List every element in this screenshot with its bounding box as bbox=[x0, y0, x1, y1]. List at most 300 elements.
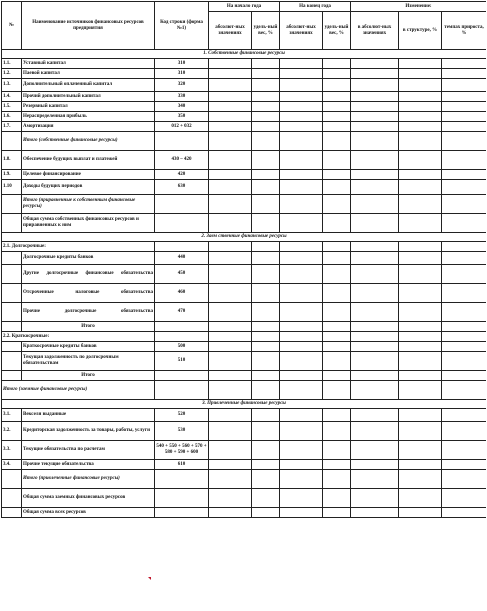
value-cell bbox=[399, 508, 442, 518]
row-code bbox=[155, 508, 209, 518]
row-number: 3.3. bbox=[2, 441, 22, 460]
value-cell bbox=[209, 284, 252, 303]
value-cell bbox=[323, 195, 351, 214]
row-code bbox=[155, 489, 209, 508]
value-cell bbox=[351, 242, 399, 252]
value-cell bbox=[209, 441, 252, 460]
row-code: 420 bbox=[155, 170, 209, 180]
value-cell bbox=[399, 195, 442, 214]
row-code: 610 bbox=[155, 460, 209, 470]
total-label: Итого bbox=[22, 322, 155, 332]
value-cell bbox=[280, 460, 323, 470]
table-row bbox=[2, 460, 487, 470]
header-sub: в абсолют-ных значениях bbox=[351, 12, 399, 50]
row-number bbox=[2, 265, 22, 284]
value-cell bbox=[399, 470, 442, 489]
row-label: Резервный капитал bbox=[22, 102, 155, 112]
row-code: 430 – 420 bbox=[155, 151, 209, 170]
row-label: Другие долгосрочные финансовые обязательства bbox=[22, 265, 155, 284]
header-num: № bbox=[2, 2, 22, 50]
value-cell bbox=[323, 69, 351, 79]
value-cell bbox=[252, 332, 280, 342]
value-cell bbox=[399, 371, 442, 381]
table-row bbox=[2, 470, 487, 489]
row-number: 1.10 bbox=[2, 180, 22, 195]
row-code: 500 bbox=[155, 342, 209, 352]
value-cell bbox=[399, 342, 442, 352]
value-cell bbox=[323, 112, 351, 122]
row-code: 470 bbox=[155, 303, 209, 322]
value-cell bbox=[442, 112, 487, 122]
value-cell bbox=[280, 265, 323, 284]
value-cell bbox=[280, 79, 323, 92]
value-cell bbox=[252, 460, 280, 470]
value-cell bbox=[280, 470, 323, 489]
value-cell bbox=[399, 79, 442, 92]
value-cell bbox=[280, 92, 323, 102]
value-cell bbox=[442, 322, 487, 332]
table-row bbox=[2, 265, 487, 284]
value-cell bbox=[252, 102, 280, 112]
row-number: 1.5. bbox=[2, 102, 22, 112]
row-number bbox=[2, 342, 22, 352]
row-label: Уставный капитал bbox=[22, 59, 155, 69]
value-cell bbox=[209, 422, 252, 441]
value-cell bbox=[442, 371, 487, 381]
value-cell bbox=[280, 352, 323, 371]
value-cell bbox=[399, 265, 442, 284]
value-cell bbox=[399, 170, 442, 180]
value-cell bbox=[323, 422, 351, 441]
value-cell bbox=[323, 441, 351, 460]
total-label: Итого bbox=[22, 371, 155, 381]
header-change: Изменение: bbox=[351, 2, 487, 12]
value-cell bbox=[209, 170, 252, 180]
row-label: Векселя выданные bbox=[22, 409, 155, 422]
value-cell bbox=[442, 508, 487, 518]
section-title: 2. Заем ственные финансовые ресурсы bbox=[2, 233, 487, 242]
row-number bbox=[2, 252, 22, 265]
row-label: Обеспечение будущих выплат и платежей bbox=[22, 151, 155, 170]
value-cell bbox=[323, 409, 351, 422]
row-number: 3.1. bbox=[2, 409, 22, 422]
header-sub: темпах прироста, % bbox=[442, 12, 487, 50]
row-number: 1.7. bbox=[2, 122, 22, 132]
value-cell bbox=[442, 69, 487, 79]
value-cell bbox=[280, 422, 323, 441]
subsection-title: 2.2. Краткосрочные: bbox=[2, 332, 155, 342]
value-cell bbox=[351, 69, 399, 79]
value-cell bbox=[442, 381, 487, 400]
table-row bbox=[2, 441, 487, 460]
value-cell bbox=[442, 352, 487, 371]
row-label: Целевое финансирование bbox=[22, 170, 155, 180]
section-title-row bbox=[2, 400, 487, 409]
row-code: 510 bbox=[155, 352, 209, 371]
row-code bbox=[155, 381, 209, 400]
value-cell bbox=[280, 151, 323, 170]
row-number bbox=[2, 322, 22, 332]
value-cell bbox=[323, 265, 351, 284]
value-cell bbox=[442, 409, 487, 422]
value-cell bbox=[209, 102, 252, 112]
header-sub: абсолют-ных значениях bbox=[209, 12, 252, 50]
value-cell bbox=[399, 151, 442, 170]
value-cell bbox=[209, 508, 252, 518]
value-cell bbox=[399, 441, 442, 460]
value-cell bbox=[399, 69, 442, 79]
row-code bbox=[155, 132, 209, 151]
value-cell bbox=[399, 409, 442, 422]
value-cell bbox=[209, 332, 252, 342]
value-cell bbox=[442, 242, 487, 252]
header-start-year: На начало года bbox=[209, 2, 280, 12]
table-row bbox=[2, 195, 487, 214]
value-cell bbox=[209, 470, 252, 489]
value-cell bbox=[442, 470, 487, 489]
value-cell bbox=[323, 92, 351, 102]
row-number bbox=[2, 470, 22, 489]
value-cell bbox=[351, 59, 399, 69]
table-row bbox=[2, 102, 487, 112]
value-cell bbox=[323, 371, 351, 381]
value-cell bbox=[209, 132, 252, 151]
value-cell bbox=[351, 252, 399, 265]
header-sub: в структуре, % bbox=[399, 12, 442, 50]
value-cell bbox=[351, 195, 399, 214]
value-cell bbox=[252, 69, 280, 79]
value-cell bbox=[252, 470, 280, 489]
value-cell bbox=[351, 151, 399, 170]
value-cell bbox=[209, 352, 252, 371]
row-label: Общая сумма собственных финансовых ресурсов и приравненных к ним bbox=[22, 214, 155, 233]
row-number bbox=[2, 284, 22, 303]
value-cell bbox=[209, 242, 252, 252]
value-cell bbox=[323, 59, 351, 69]
value-cell bbox=[442, 284, 487, 303]
row-label: Общая сумма заемных финансовых ресурсов bbox=[22, 489, 155, 508]
value-cell bbox=[351, 352, 399, 371]
value-cell bbox=[252, 92, 280, 102]
value-cell bbox=[399, 303, 442, 322]
value-cell bbox=[399, 460, 442, 470]
value-cell bbox=[280, 332, 323, 342]
value-cell bbox=[323, 508, 351, 518]
value-cell bbox=[399, 122, 442, 132]
value-cell bbox=[399, 381, 442, 400]
value-cell bbox=[399, 352, 442, 371]
value-cell bbox=[399, 332, 442, 342]
row-number: 1.1. bbox=[2, 59, 22, 69]
header-sub: удель-ный вес, % bbox=[323, 12, 351, 50]
total-label: Итого (заемные финансовые ресурсы) bbox=[2, 381, 155, 400]
value-cell bbox=[209, 265, 252, 284]
row-number: 3.2. bbox=[2, 422, 22, 441]
section-title-row bbox=[2, 50, 487, 59]
value-cell bbox=[280, 489, 323, 508]
row-code: 350 bbox=[155, 112, 209, 122]
value-cell bbox=[442, 489, 487, 508]
row-label: Общая сумма всех ресурсов bbox=[22, 508, 155, 518]
table-row bbox=[2, 508, 487, 518]
table-row bbox=[2, 170, 487, 180]
row-label: Прочие текущие обязательства bbox=[22, 460, 155, 470]
row-label: Доходы будущих периодов bbox=[22, 180, 155, 195]
row-code bbox=[155, 470, 209, 489]
value-cell bbox=[252, 180, 280, 195]
row-code: 310 bbox=[155, 59, 209, 69]
value-cell bbox=[351, 170, 399, 180]
value-cell bbox=[399, 132, 442, 151]
value-cell bbox=[252, 381, 280, 400]
total-row bbox=[2, 322, 487, 332]
row-code: 540 + 550 + 560 + 570 + 580 + 590 + 600 bbox=[155, 441, 209, 460]
value-cell bbox=[280, 122, 323, 132]
value-cell bbox=[252, 265, 280, 284]
value-cell bbox=[252, 322, 280, 332]
table-row bbox=[2, 342, 487, 352]
value-cell bbox=[399, 489, 442, 508]
value-cell bbox=[351, 508, 399, 518]
row-code bbox=[155, 322, 209, 332]
table-body bbox=[2, 50, 487, 518]
row-label: Амортизация bbox=[22, 122, 155, 132]
value-cell bbox=[399, 59, 442, 69]
value-cell bbox=[280, 170, 323, 180]
table-row bbox=[2, 180, 487, 195]
value-cell bbox=[442, 59, 487, 69]
value-cell bbox=[209, 79, 252, 92]
financial-resources-table bbox=[1, 1, 486, 518]
row-number: 1.4. bbox=[2, 92, 22, 102]
value-cell bbox=[280, 242, 323, 252]
header-sub: удель-ный вес, % bbox=[252, 12, 280, 50]
value-cell bbox=[442, 441, 487, 460]
row-number: 1.8. bbox=[2, 151, 22, 170]
row-label: Итого (собственные финансовые ресурсы) bbox=[22, 132, 155, 151]
row-code: 012 + 032 bbox=[155, 122, 209, 132]
table-row bbox=[2, 122, 487, 132]
value-cell bbox=[323, 470, 351, 489]
value-cell bbox=[323, 102, 351, 112]
section-title: 1. Собственные финансовые ресурсы bbox=[2, 50, 487, 59]
table-row bbox=[2, 352, 487, 371]
row-code: 530 bbox=[155, 422, 209, 441]
value-cell bbox=[351, 79, 399, 92]
value-cell bbox=[399, 252, 442, 265]
value-cell bbox=[280, 102, 323, 112]
value-cell bbox=[252, 112, 280, 122]
value-cell bbox=[280, 371, 323, 381]
value-cell bbox=[351, 303, 399, 322]
value-cell bbox=[209, 489, 252, 508]
table-row bbox=[2, 303, 487, 322]
value-cell bbox=[209, 371, 252, 381]
table-row bbox=[2, 252, 487, 265]
value-cell bbox=[252, 195, 280, 214]
row-label: Прочий дополнительный капитал bbox=[22, 92, 155, 102]
row-number bbox=[2, 489, 22, 508]
value-cell bbox=[280, 322, 323, 332]
value-cell bbox=[252, 59, 280, 69]
row-number: 1.9. bbox=[2, 170, 22, 180]
value-cell bbox=[280, 508, 323, 518]
value-cell bbox=[442, 214, 487, 233]
value-cell bbox=[280, 195, 323, 214]
value-cell bbox=[442, 102, 487, 112]
table-row bbox=[2, 59, 487, 69]
value-cell bbox=[209, 409, 252, 422]
value-cell bbox=[323, 132, 351, 151]
value-cell bbox=[399, 422, 442, 441]
value-cell bbox=[209, 122, 252, 132]
value-cell bbox=[280, 342, 323, 352]
row-code: 440 bbox=[155, 252, 209, 265]
value-cell bbox=[252, 214, 280, 233]
value-cell bbox=[323, 122, 351, 132]
value-cell bbox=[351, 132, 399, 151]
value-cell bbox=[351, 92, 399, 102]
value-cell bbox=[252, 252, 280, 265]
value-cell bbox=[280, 381, 323, 400]
value-cell bbox=[399, 214, 442, 233]
row-label: Отсроченные налоговые обязательства bbox=[22, 284, 155, 303]
row-code bbox=[155, 332, 209, 342]
value-cell bbox=[280, 59, 323, 69]
row-label: Нераспределенная прибыль bbox=[22, 112, 155, 122]
subsection-row bbox=[2, 242, 487, 252]
row-label: Паевой капитал bbox=[22, 69, 155, 79]
value-cell bbox=[351, 342, 399, 352]
value-cell bbox=[209, 195, 252, 214]
header-end-year: На конец года bbox=[280, 2, 351, 12]
value-cell bbox=[323, 460, 351, 470]
value-cell bbox=[351, 284, 399, 303]
table-row bbox=[2, 409, 487, 422]
value-cell bbox=[209, 460, 252, 470]
financial-resources-sheet bbox=[1, 1, 486, 610]
value-cell bbox=[252, 284, 280, 303]
row-label: Прочие долгосрочные обязательства bbox=[22, 303, 155, 322]
value-cell bbox=[323, 381, 351, 400]
table-row bbox=[2, 92, 487, 102]
value-cell bbox=[399, 322, 442, 332]
row-number bbox=[2, 214, 22, 233]
value-cell bbox=[323, 332, 351, 342]
value-cell bbox=[209, 180, 252, 195]
value-cell bbox=[351, 460, 399, 470]
value-cell bbox=[351, 265, 399, 284]
value-cell bbox=[442, 342, 487, 352]
value-cell bbox=[323, 352, 351, 371]
value-cell bbox=[351, 322, 399, 332]
table-row bbox=[2, 79, 487, 92]
value-cell bbox=[280, 69, 323, 79]
value-cell bbox=[252, 122, 280, 132]
header-code: Код строки (форма №1) bbox=[155, 2, 209, 50]
row-code bbox=[155, 214, 209, 233]
value-cell bbox=[399, 92, 442, 102]
value-cell bbox=[323, 252, 351, 265]
value-cell bbox=[351, 441, 399, 460]
row-code: 630 bbox=[155, 180, 209, 195]
value-cell bbox=[252, 303, 280, 322]
value-cell bbox=[252, 489, 280, 508]
row-label: Краткосрочные кредиты банков bbox=[22, 342, 155, 352]
row-code bbox=[155, 371, 209, 381]
value-cell bbox=[399, 112, 442, 122]
value-cell bbox=[252, 441, 280, 460]
value-cell bbox=[280, 132, 323, 151]
value-cell bbox=[252, 508, 280, 518]
table-row bbox=[2, 112, 487, 122]
row-number bbox=[2, 132, 22, 151]
value-cell bbox=[351, 409, 399, 422]
value-cell bbox=[399, 242, 442, 252]
value-cell bbox=[280, 252, 323, 265]
table-row bbox=[2, 132, 487, 151]
value-cell bbox=[442, 460, 487, 470]
value-cell bbox=[280, 112, 323, 122]
value-cell bbox=[351, 332, 399, 342]
value-cell bbox=[351, 122, 399, 132]
row-code: 520 bbox=[155, 409, 209, 422]
value-cell bbox=[252, 342, 280, 352]
value-cell bbox=[323, 242, 351, 252]
value-cell bbox=[351, 381, 399, 400]
value-cell bbox=[280, 214, 323, 233]
value-cell bbox=[323, 180, 351, 195]
value-cell bbox=[442, 151, 487, 170]
subsection-title: 2.1. Долгосрочные: bbox=[2, 242, 155, 252]
row-number: 1.3. bbox=[2, 79, 22, 92]
value-cell bbox=[209, 69, 252, 79]
value-cell bbox=[351, 112, 399, 122]
table-row bbox=[2, 284, 487, 303]
value-cell bbox=[280, 441, 323, 460]
total-row bbox=[2, 381, 487, 400]
value-cell bbox=[351, 371, 399, 381]
value-cell bbox=[209, 112, 252, 122]
value-cell bbox=[323, 489, 351, 508]
value-cell bbox=[280, 409, 323, 422]
value-cell bbox=[252, 422, 280, 441]
value-cell bbox=[351, 489, 399, 508]
row-number bbox=[2, 303, 22, 322]
value-cell bbox=[442, 122, 487, 132]
total-row bbox=[2, 371, 487, 381]
row-code bbox=[155, 195, 209, 214]
row-label: Кредиторская задолженность за товары, работы, услуги bbox=[22, 422, 155, 441]
value-cell bbox=[280, 284, 323, 303]
subsection-row bbox=[2, 332, 487, 342]
value-cell bbox=[252, 79, 280, 92]
value-cell bbox=[252, 371, 280, 381]
row-number bbox=[2, 371, 22, 381]
section-title-row bbox=[2, 233, 487, 242]
row-code: 450 bbox=[155, 265, 209, 284]
row-label: Дополнительный оплаченный капитал bbox=[22, 79, 155, 92]
value-cell bbox=[252, 170, 280, 180]
value-cell bbox=[442, 195, 487, 214]
table-row bbox=[2, 151, 487, 170]
value-cell bbox=[209, 303, 252, 322]
value-cell bbox=[351, 180, 399, 195]
value-cell bbox=[252, 132, 280, 151]
row-label: Итого (привлеченные финансовые ресурсы) bbox=[22, 470, 155, 489]
value-cell bbox=[209, 214, 252, 233]
row-label: Текущие обязательства по расчетам bbox=[22, 441, 155, 460]
